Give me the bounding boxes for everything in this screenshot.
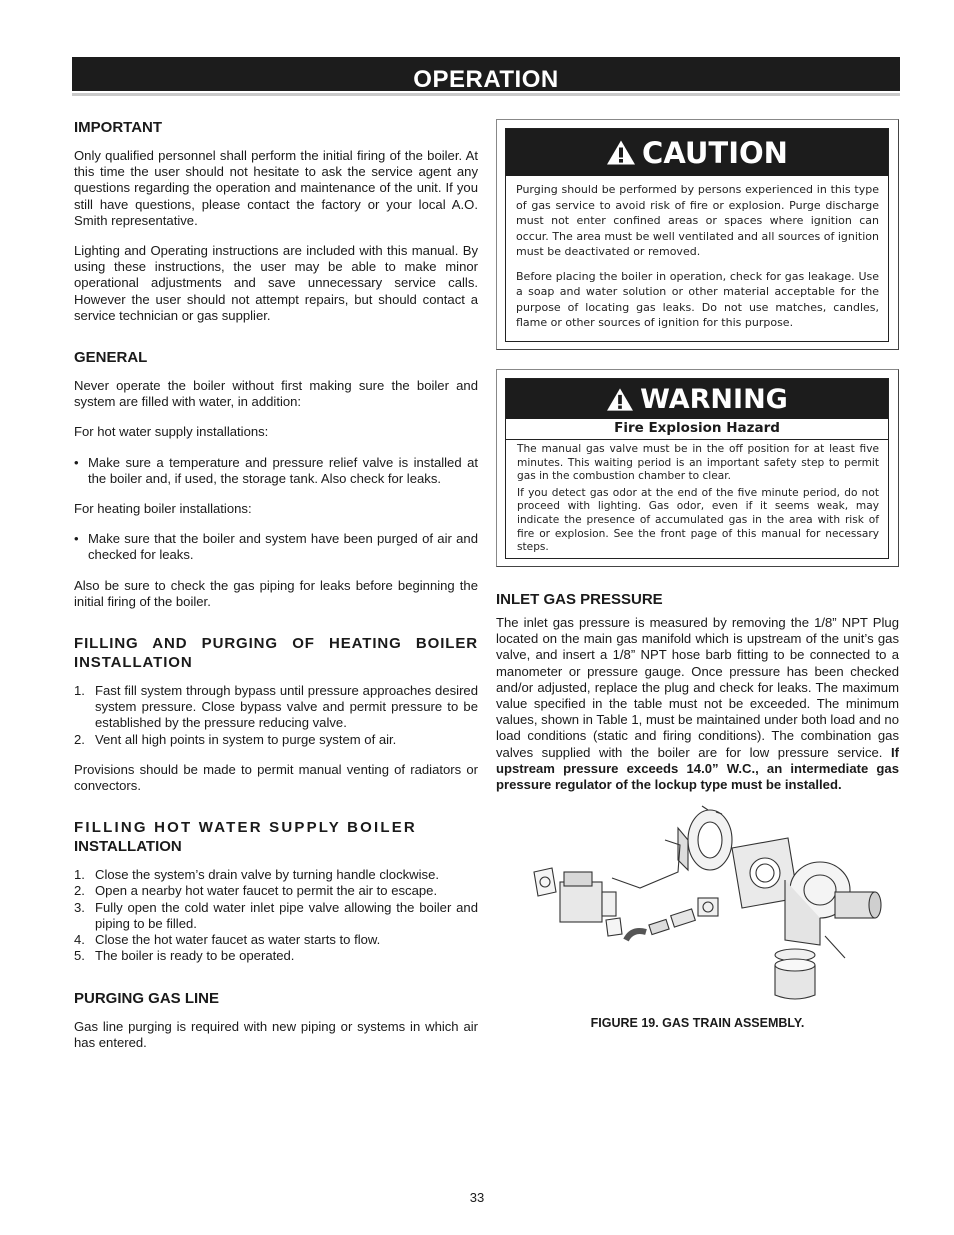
general-heading: GENERAL <box>74 349 148 367</box>
list-item-number: 4. <box>74 932 85 948</box>
list-item-number: 2. <box>74 731 85 747</box>
general-bullet-1 <box>74 455 478 487</box>
bullet-text: Make sure a temperature and pressure relief valve is installed at the boiler and, if used, the storage tank. Also check for leaks. <box>88 454 478 486</box>
inlet-bold-text: If upstream pressure exceeds 14.0” W.C., an intermediate gas pressure regulator of the lockup type must be installed. <box>496 744 899 793</box>
list-item-number: 2. <box>74 883 85 899</box>
bullet-mark: • <box>74 454 79 470</box>
warning-paragraph-2: If you detect gas odor at the end of the five minute period, do not proceed with lighting. Gas odor, even if it seems weak, may indicate the presence of accumulated gas in the area with risk of fire or explosion. See the front page of this manual for necessary steps. <box>517 486 879 554</box>
general-paragraph-2: For hot water supply installations: <box>74 424 269 440</box>
list-item <box>74 948 478 964</box>
igniter-rod <box>825 936 845 958</box>
blower <box>785 862 881 945</box>
inlet-heading: INLET GAS PRESSURE <box>496 591 663 608</box>
warning-paragraph-1: The manual gas valve must be in the off position for at least five minutes. This waiting period is an important safety step to permit gas in the combustion chamber to clear. <box>517 443 879 483</box>
important-heading: IMPORTANT <box>74 119 163 136</box>
right-column <box>496 590 899 793</box>
pilot-tube <box>612 840 680 888</box>
list-item <box>74 867 478 883</box>
caution-header <box>506 129 888 176</box>
list-item <box>74 900 478 932</box>
list-item-text: Close the system’s drain valve by turning handle clockwise. <box>95 867 439 883</box>
caution-inner <box>505 128 889 342</box>
warning-triangle-icon <box>606 139 636 166</box>
inlet-paragraph <box>496 615 899 793</box>
gas-train-illustration <box>520 800 890 1005</box>
list-item <box>74 883 478 899</box>
caution-paragraph-1: Purging should be performed by persons experienced in this type of gas service to avoid risk of fire or explosion. Purge discharge must not enter confined areas or spaces where ignition can occur. The area must be well ventilated and all sources of ignition must be deactivated or removed. <box>516 183 879 258</box>
general-paragraph-3: For heating boiler installations: <box>74 501 252 517</box>
list-item-text: Open a nearby hot water faucet to permit the air to escape. <box>95 883 438 899</box>
pipe-fittings <box>626 898 718 940</box>
list-item-number: 1. <box>74 683 85 699</box>
filling-hot-water-heading-line-1: FILLING HOT WATER SUPPLY BOILER <box>74 819 417 837</box>
filter-element <box>775 949 815 999</box>
list-item-text: Fast fill system through bypass until pressure approaches desired system pressure. Close bypass valve and permit pressure to be established by the pressure reducing valve. <box>95 683 478 731</box>
section-title-bar <box>72 57 900 91</box>
list-item-text: The boiler is ready to be operated. <box>95 948 295 964</box>
warning-inner <box>505 378 889 559</box>
list-item <box>74 932 478 948</box>
section-title: OPERATION <box>413 66 559 93</box>
general-paragraph-1: Never operate the boiler without first making sure the boiler and system are filled with water, in addition: <box>74 378 478 410</box>
list-item <box>74 683 478 732</box>
list-item-text: Close the hot water faucet as water starts to flow. <box>95 932 381 948</box>
list-item-number: 3. <box>74 899 85 915</box>
list-item-number: 5. <box>74 948 85 964</box>
purging-paragraph: Gas line purging is required with new piping or systems in which air has entered. <box>74 1018 478 1050</box>
important-paragraph-1: Only qualified personnel shall perform the initial firing of the boiler. At this time the user should not hesitate to ask the service agent any questions regarding the operation and maintenance of the unit. If you still have questions, please contact the factory or your local A.O. Smith representative. <box>74 148 478 228</box>
warning-body <box>506 440 888 555</box>
list-item-text: Vent all high points in system to purge system of air. <box>95 731 397 747</box>
page-number: 33 <box>469 1190 485 1205</box>
general-bullet-2 <box>74 531 478 563</box>
list-item-number: 1. <box>74 867 85 883</box>
warning-box <box>496 369 899 567</box>
list-item-text: Fully open the cold water inlet pipe valve allowing the boiler and piping to be filled. <box>95 899 478 931</box>
warning-triangle-icon <box>606 387 634 412</box>
warning-subtitle: Fire Explosion Hazard <box>506 419 888 440</box>
caution-paragraph-2: Before placing the boiler in operation, check for gas leakage. Use a soap and water solution or other material acceptable for the purpose of locating gas leaks. Do not use matches, candles, flame or other sources of ignition for this purpose. <box>516 269 879 329</box>
filling-heating-paragraph: Provisions should be made to permit manual venting of radiators or convectors. <box>74 761 478 794</box>
general-paragraph-4: Also be sure to check the gas piping for leaks before beginning the initial firing of the boiler. <box>74 577 478 609</box>
flange-plate <box>678 810 732 870</box>
warning-header <box>506 379 888 419</box>
caution-box <box>496 119 899 350</box>
important-paragraph-2: Lighting and Operating instructions are included with this manual. By using these instructions, the user may be able to make minor operational adjustments and save unnecessary service calls. However the user should not attempt repairs, but should contact a service technician or gas supplier. <box>74 243 478 323</box>
filling-hot-water-heading-line-2: INSTALLATION <box>74 838 182 856</box>
inlet-text: The inlet gas pressure is measured by removing the 1/8” NPT Plug located on the main gas manifold which is upstream of the unit’s gas valve, and insert a 1/8” NPT hose barb fitting to be connected to a manometer or pressure gauge. Once pressure has been checked and/or adjusted, replace the plug and check for leaks. The maximum value specified in the table must not be exceeded. The minimum values, shown in Table 1, must be maintained under both load and no load conditions (static and firing conditions). The combination gas valves supplied with the boiler are for low pressure service. <box>496 615 899 760</box>
warning-title: WARNING <box>640 383 788 415</box>
filling-heating-heading: FILLING AND PURGING OF HEATING BOILER INSTALLATION <box>74 635 478 672</box>
caution-body <box>506 176 888 331</box>
list-item <box>74 732 478 748</box>
left-column <box>74 118 478 1051</box>
caution-title: CAUTION <box>642 135 788 170</box>
header-rule <box>72 93 900 96</box>
figure-caption: FIGURE 19. GAS TRAIN ASSEMBLY. <box>590 1016 805 1030</box>
purging-heading: PURGING GAS LINE <box>74 989 220 1007</box>
bullet-mark: • <box>74 531 79 547</box>
bullet-text: Make sure that the boiler and system have been purged of air and checked for leaks. <box>88 531 478 563</box>
gas-valve <box>534 868 622 936</box>
